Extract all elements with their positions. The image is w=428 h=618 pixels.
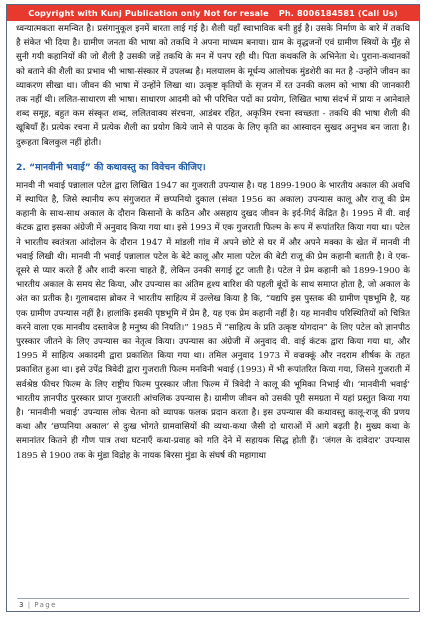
copyright-notice: Copyright with Kunj Publication only Not for resale: [28, 8, 269, 18]
phone-number: Ph. 8006184581 (Call Us): [278, 8, 398, 18]
page-number: 3: [19, 601, 24, 609]
page-label: Page: [34, 601, 57, 609]
footer-separator: |: [27, 601, 31, 609]
intro-paragraph: ध्वन्यात्मकता समन्वित है। प्रसंगानुकूल इनमें बारता लाई गई है। शैली यहाँ स्वाभाविक बनी हुई है। उसके निर्माण के बारे में तकथि है संकेत भी दिया है। ग्रामीण जनता की भाषा को तकथि ने अपना माध्यम बनाया। ग्राम के वृद्धजनों एवं ग्रामीण स्त्रियों के मुँह से सुनी गयी कहानियों की जो शैली है उसकी जड़ें तकथि के मन में पनप रही थी। पिता कथकलि के अभिनेता थे। पुराना-कथानकों को बताने की शैली का प्रभाव भी भाषा-संस्कार में उपलब्ध है। मलयालम के मूर्धन्य आलोचक मुंडशेरी का मत है -उन्होंने जीवन का व्याकरण सीखा था। जीवन की भाषा में उन्होंने लिखा था। उत्कृष्ट कृतियों के सृजन में रत उनकी कलम को भाषा की जानकारी तक नहीं थी। ललित-साधारण सी भाषा। साधारण आदमी को भी परिचित पदों का प्रयोग, लिखित भाषा संदर्भ में प्रायः न आनेवाले शब्द समूह, बहुत कम संस्कृत शब्द, ललितवाक्य संरचना, आडंबर रहित, अकृत्रिम रचना स्वच्छता - तकथि की भाषा शैली की खूबियाँ हैं। प्रत्येक रचना में प्रत्येक शैली का प्रयोग किये जाने से पाठक के लिए कृति का आस्वादन सुखद अनुभव बन जाता है। दुरूहता बिलकुल नहीं होती।: [16, 24, 410, 148]
page-content: [16, 22, 410, 589]
page-footer: [19, 601, 57, 609]
section-heading: 2. “मानवीनी भवाई” की कथावस्तु का विवेचन कीजिए।: [16, 161, 206, 173]
header-banner: [7, 5, 419, 21]
body-paragraph: मानवी नी भवाई पन्नालाल पटेल द्वारा लिखित 1947 का गुजराती उपन्यास है। यह 1899-1900 के भारतीय अकाल की अवधि में स्थापित है, जिसे स्थानीय रूप संगुजरात में छप्पनियो दुकाल (संवत 1956 का अकाल) उपन्यास कालू और राजू की प्रेम कहानी के साथ-साथ अकाल के दौरान किसानों के कठिन और असहाय दुखद जीवन के इर्द-गिर्द केंद्रित है। 1995 में वी. वाई कंटक द्वारा इसका अंग्रेजी में अनुवाद किया गया था। इसे 1993 में एक गुजराती फिल्म के रूप में रूपांतरित किया गया था। पटेल ने भारतीय स्वतंत्रता आंदोलन के दौरान 1947 में मांडली गांव में अपने छोटे से घर में और अपने मक्का के खेत में मानवी नी भवाई लिखी थी। मानवी नी भवाई पन्नालाल पटेल के बेटे कालू और माला पटेल की बेटी राजू की प्रेम कहानी बताती है। वे एक-दूसरे से प्यार करते हैं और शादी करना चाहते हैं, लेकिन उनकी सगाई टूट जाती है। पटेल ने प्रेम कहानी को 1899-1900 के भारतीय अकाल के समय सेट किया, और उपन्यास का अंतिम हृश्य बारिश की पहली बूंदों के साथ समाप्त होता है, जो अकाल के अंत का प्रतीक है। गुलाबदास ब्रोकर ने भारतीय साहित्य में उल्लेख किया है कि, “यद्यपि इस पुस्तक की ग्रामीण पृष्ठभूमि है, यह एक ग्रामीण उपन्यास नहीं है। हालांकि इसकी पृष्ठभूमि में प्रेम है, यह एक प्रेम कहानी नहीं है। यह मानवीय परिस्थितियों को चित्रित करने वाला एक मानवीय दस्तावेज है मनुष्य की नियति।” 1985 में “साहित्य के प्रति उत्कृष्ट योगदान” के लिए पटेल को ज्ञानपीठ पुरस्कार जीतने के लिए उपन्यास का नेतृत्व किया। उपन्यास का अंग्रेजी में अनुवाद वी. वाई कंटक द्वारा किया गया था, और 1995 में साहित्य अकादमी द्वारा प्रकाशित किया गया था। तमिल अनुवाद 1973 में वज्रक्कूं और नदराम शीर्षक के तहत प्रकाशित हुआ था। इसे उपेंद्र त्रिवेदी द्वारा गुजराती फिल्म मनविनी भवाई (1993) में भी रूपांतरित किया गया, जिसने गुजराती में सर्वश्रेष्ठ फीचर फिल्म के लिए राष्ट्रीय फिल्म पुरस्कार जीता फिल्म में त्रिवेदी ने कालू की भूमिका निभाई थी। ‘मानवीनी भवाई’ भारतीय ज्ञानपीठ पुरस्कार प्राप्त गुजराती आंचलिक उपन्यास है। ग्रामीण जीवन को उसकी पूरी समग्रता में यहां प्रस्तुत किया गया है। ‘मानवीनी भवाई’ उपन्यास लोक चेतना को व्यापक फलक प्रदान करता है। इस उपन्यास की कथावस्तु कालू-राजू की प्रणय कथा और ‘छप्पनिया अकाल’ से दुःख भोगते ग्रामवासियों की व्यथा-कथा जैसी दो धाराओं में आगे बढ़ती है। मुख्य कथा के समानांतर कितने ही गौण पात्र तथा घटनाएँ कथा-प्रवाह को गति देने में सहायक सिद्ध होती हैं। ‘जंगल के दावेदार’ उपन्यास 1895 से 1900 तक के मुंडा विद्रोह के नायक बिरसा मुंडा के संघर्ष की महागाथा: [16, 180, 410, 461]
footer-divider: [17, 598, 409, 599]
page-frame: [6, 4, 420, 612]
